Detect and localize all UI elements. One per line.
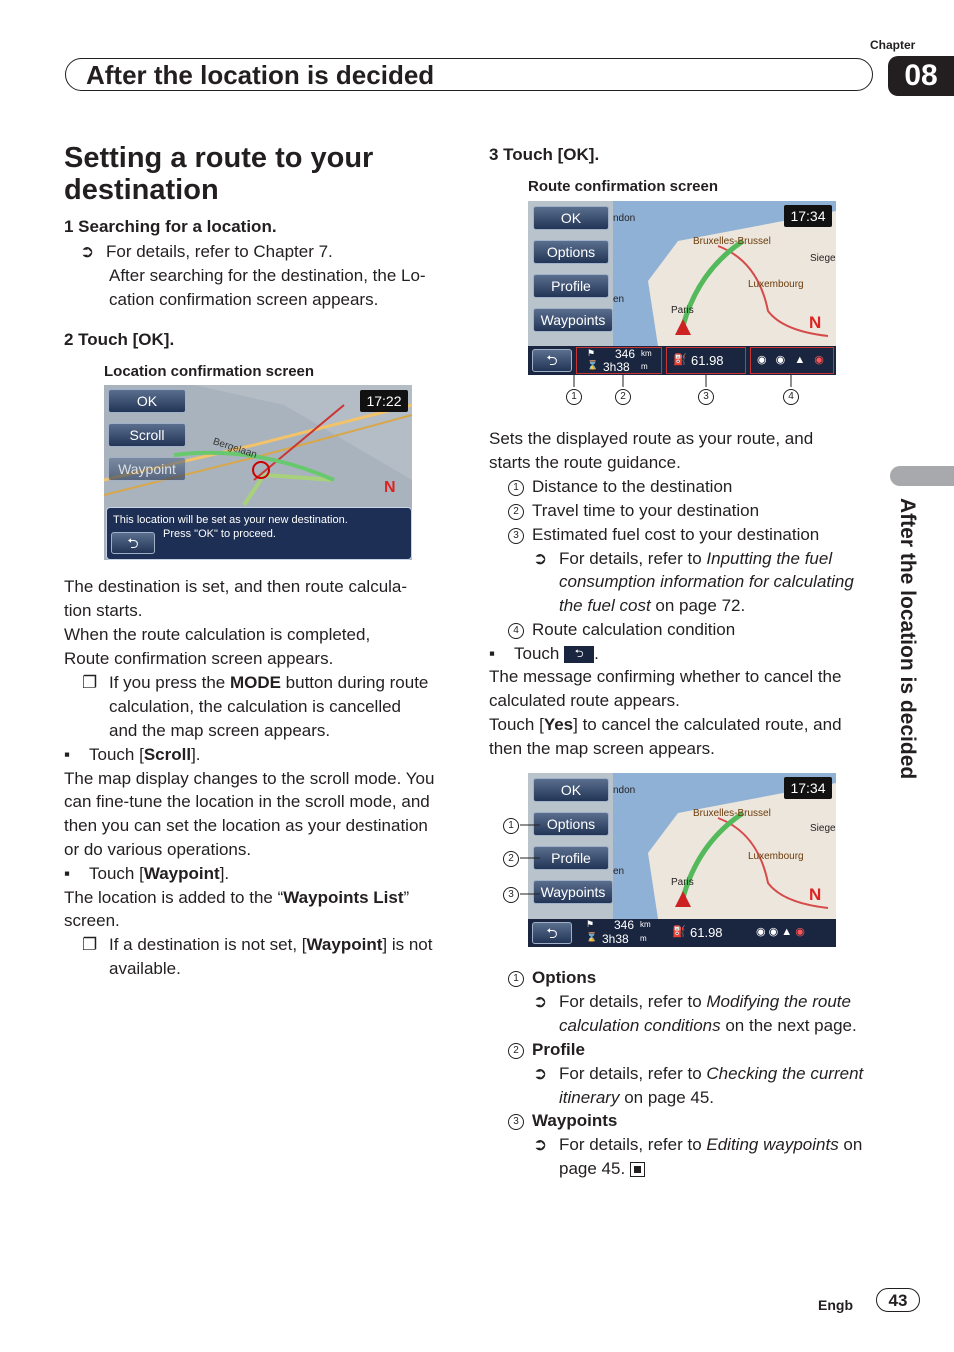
callout-number: 2 <box>615 388 631 406</box>
paragraph: The message confirming whether to cancel the <box>489 667 842 686</box>
callout-number: 3 <box>503 886 519 904</box>
destination-flag-icon: ⚑ <box>587 348 596 358</box>
paragraph: The location is added to the “Waypoints List” <box>64 888 410 907</box>
map-label: Paris <box>671 877 694 888</box>
note-icon: ❐ <box>82 935 98 954</box>
reference: ➲ For details, refer to Editing waypoints on <box>533 1133 862 1157</box>
callout-number: 2 <box>503 850 519 868</box>
step-3: 3 Touch [OK]. <box>489 145 600 164</box>
map-label: Bruxelles-Brussel <box>693 808 771 819</box>
chapter-number: 08 <box>888 56 954 96</box>
page-number: 43 <box>876 1288 920 1312</box>
arrow-icon: ➲ <box>80 242 95 261</box>
bullet-icon: ▪ <box>489 644 496 663</box>
arrow-icon: ➲ <box>533 992 548 1011</box>
time-unit: m <box>640 934 647 943</box>
arrow-icon: ➲ <box>533 1064 548 1083</box>
list-item: 3 Estimated fuel cost to your destination <box>508 523 819 547</box>
bullet-scroll: ▪ Touch [Scroll]. <box>64 743 201 767</box>
message-line-1: This location will be set as your new destination. <box>113 514 348 526</box>
reference-text: itinerary on page 45. <box>559 1088 714 1107</box>
distance-value: 346 <box>614 918 635 932</box>
waypoint-button[interactable]: Waypoint <box>108 457 186 481</box>
step1-text: After searching for the destination, the Lo- <box>109 266 426 285</box>
scroll-button[interactable]: Scroll <box>108 423 186 447</box>
location-caption: Location confirmation screen <box>104 363 315 380</box>
paragraph: starts the route guidance. <box>489 453 681 472</box>
map-label: ndon <box>613 213 636 224</box>
back-button-icon: ⮌ <box>564 646 594 663</box>
paragraph: tion starts. <box>64 601 143 620</box>
list-item: 4 Route calculation condition <box>508 618 735 642</box>
paragraph: can fine-tune the location in the scroll mode, and <box>64 792 430 811</box>
clock-display: 17:34 <box>784 205 832 227</box>
time-unit: m <box>641 362 648 371</box>
route-info-bar <box>528 919 836 947</box>
note-text: calculation, the calculation is cancelled <box>109 697 402 716</box>
fuel-value: 61.98 <box>691 353 724 368</box>
paragraph: Route confirmation screen appears. <box>64 649 334 668</box>
distance-unit: km <box>640 920 651 929</box>
note-text: and the map screen appears. <box>109 721 331 740</box>
fuel-icon: ⛽ <box>673 354 687 366</box>
highway-icon: ▲ <box>794 354 806 366</box>
route-info-bar <box>528 346 836 375</box>
step1-detail: ➲ For details, refer to Chapter 7. <box>80 240 333 264</box>
map-label: Luxembourg <box>748 279 804 290</box>
ok-button[interactable]: OK <box>108 389 186 413</box>
ferry-icon: ◉ <box>814 354 824 366</box>
road-label: Bergelaan <box>211 436 259 461</box>
reference-text: the fuel cost on page 72. <box>559 596 746 615</box>
callout-number: 4 <box>783 388 799 406</box>
side-tab-text: After the location is decided <box>896 498 919 780</box>
back-button[interactable]: ⮌ <box>532 922 572 944</box>
paragraph: The map display changes to the scroll mode. You <box>64 769 435 788</box>
arrow-icon: ➲ <box>533 1135 548 1154</box>
distance-unit: km <box>641 349 652 358</box>
route-options-screenshot <box>528 773 836 947</box>
header-title: After the location is decided <box>86 60 435 90</box>
map-label: Siege <box>810 823 836 834</box>
route-condition-box <box>750 347 834 374</box>
bullet-icon: ▪ <box>64 864 71 883</box>
waypoints-button[interactable]: Waypoints <box>533 880 613 904</box>
list-item: 2 Travel time to your destination <box>508 499 759 523</box>
condition-icon: ◉ <box>757 354 767 366</box>
map-label: en <box>613 866 625 877</box>
vehicle-position-icon <box>675 319 691 335</box>
map-label: Luxembourg <box>748 851 804 862</box>
reference-text: calculation conditions on the next page. <box>559 1016 857 1035</box>
callout-number: 1 <box>503 817 519 835</box>
section-heading: Setting a route to your destination <box>64 142 374 206</box>
arrow-icon: ➲ <box>533 549 548 568</box>
confirmation-message <box>106 507 412 560</box>
back-button[interactable]: ⮌ <box>532 349 572 372</box>
reference: ➲ For details, refer to Modifying the route <box>533 990 851 1014</box>
timer-icon: ⌛ <box>586 932 598 942</box>
note-text: available. <box>109 959 181 978</box>
ok-button[interactable]: OK <box>533 778 609 802</box>
toll-icon: ◉ <box>775 354 786 366</box>
reference: ➲ For details, refer to Inputting the fuel <box>533 547 832 571</box>
vehicle-position-icon <box>675 891 691 907</box>
map-label: en <box>613 294 625 305</box>
destination-marker-icon <box>252 461 270 479</box>
distance-time-box <box>576 347 662 374</box>
location-confirmation-screenshot <box>104 385 412 560</box>
paragraph: Touch [Yes] to cancel the calculated route, and <box>489 715 842 734</box>
map-label: ndon <box>613 785 636 796</box>
list-item: 1 Options <box>508 966 596 990</box>
profile-button[interactable]: Profile <box>533 846 609 870</box>
options-button[interactable]: Options <box>533 812 609 836</box>
paragraph: or do various operations. <box>64 840 252 859</box>
paragraph: When the route calculation is completed, <box>64 625 371 644</box>
north-icon: N <box>384 479 396 496</box>
step-1: 1 Searching for a location. <box>64 217 277 236</box>
paragraph: screen. <box>64 911 120 930</box>
chapter-label: Chapter <box>870 38 916 52</box>
fuel-cost-box <box>666 347 746 374</box>
step-2: 2 Touch [OK]. <box>64 330 175 349</box>
reference-text: consumption information for calculating <box>559 572 854 591</box>
bullet-touch-back: ▪ Touch ⮌ . <box>489 642 599 666</box>
step1-text: cation confirmation screen appears. <box>109 290 379 309</box>
fuel-value: 61.98 <box>690 925 723 940</box>
time-value: 3h38 <box>603 360 630 374</box>
back-button[interactable]: ⮌ <box>111 532 155 554</box>
north-icon: N <box>809 885 822 904</box>
footer-language: Engb <box>818 1297 853 1313</box>
note-mode: ❐ If you press the MODE button during route <box>82 671 428 695</box>
timer-icon: ⌛ <box>587 360 599 370</box>
ok-button[interactable]: OK <box>533 206 609 230</box>
reference-text: page 45. <box>559 1157 645 1181</box>
profile-button[interactable]: Profile <box>533 274 609 298</box>
fuel-icon: ⛽ <box>672 926 686 938</box>
map-label: Siege <box>810 253 836 264</box>
bullet-icon: ▪ <box>64 745 71 764</box>
bullet-waypoint: ▪ Touch [Waypoint]. <box>64 862 229 886</box>
map-label: Bruxelles-Brussel <box>693 236 771 247</box>
paragraph: then the map screen appears. <box>489 739 715 758</box>
clock-display: 17:34 <box>784 777 832 799</box>
paragraph: then you can set the location as your destination <box>64 816 428 835</box>
callout-lines <box>520 820 540 900</box>
message-line-2: Press "OK" to proceed. <box>163 528 276 540</box>
map-label: Paris <box>671 305 694 316</box>
time-value: 3h38 <box>602 932 629 946</box>
end-mark-icon <box>630 1162 645 1177</box>
distance-value: 346 <box>615 347 636 361</box>
clock-display: 17:22 <box>360 390 408 412</box>
destination-flag-icon: ⚑ <box>586 919 595 929</box>
list-item: 2 Profile <box>508 1038 585 1062</box>
note-waypoint: ❐ If a destination is not set, [Waypoint] is not <box>82 933 432 957</box>
paragraph: The destination is set, and then route calcula- <box>64 577 408 596</box>
side-tab-marker <box>890 466 954 486</box>
options-button[interactable]: Options <box>533 240 609 264</box>
waypoints-button[interactable]: Waypoints <box>533 308 613 332</box>
route-caption: Route confirmation screen <box>528 178 719 195</box>
route-condition-icons: ◉ ◉ ▲ ◉ <box>756 926 805 938</box>
north-icon: N <box>809 313 822 332</box>
callout-number: 1 <box>566 388 582 406</box>
callout-number: 3 <box>698 388 714 406</box>
paragraph: calculated route appears. <box>489 691 680 710</box>
route-confirmation-screenshot <box>528 201 836 375</box>
list-item: 3 Waypoints <box>508 1109 617 1133</box>
note-icon: ❐ <box>82 673 98 692</box>
paragraph: Sets the displayed route as your route, and <box>489 429 814 448</box>
reference: ➲ For details, refer to Checking the current <box>533 1062 863 1086</box>
list-item: 1 Distance to the destination <box>508 475 732 499</box>
